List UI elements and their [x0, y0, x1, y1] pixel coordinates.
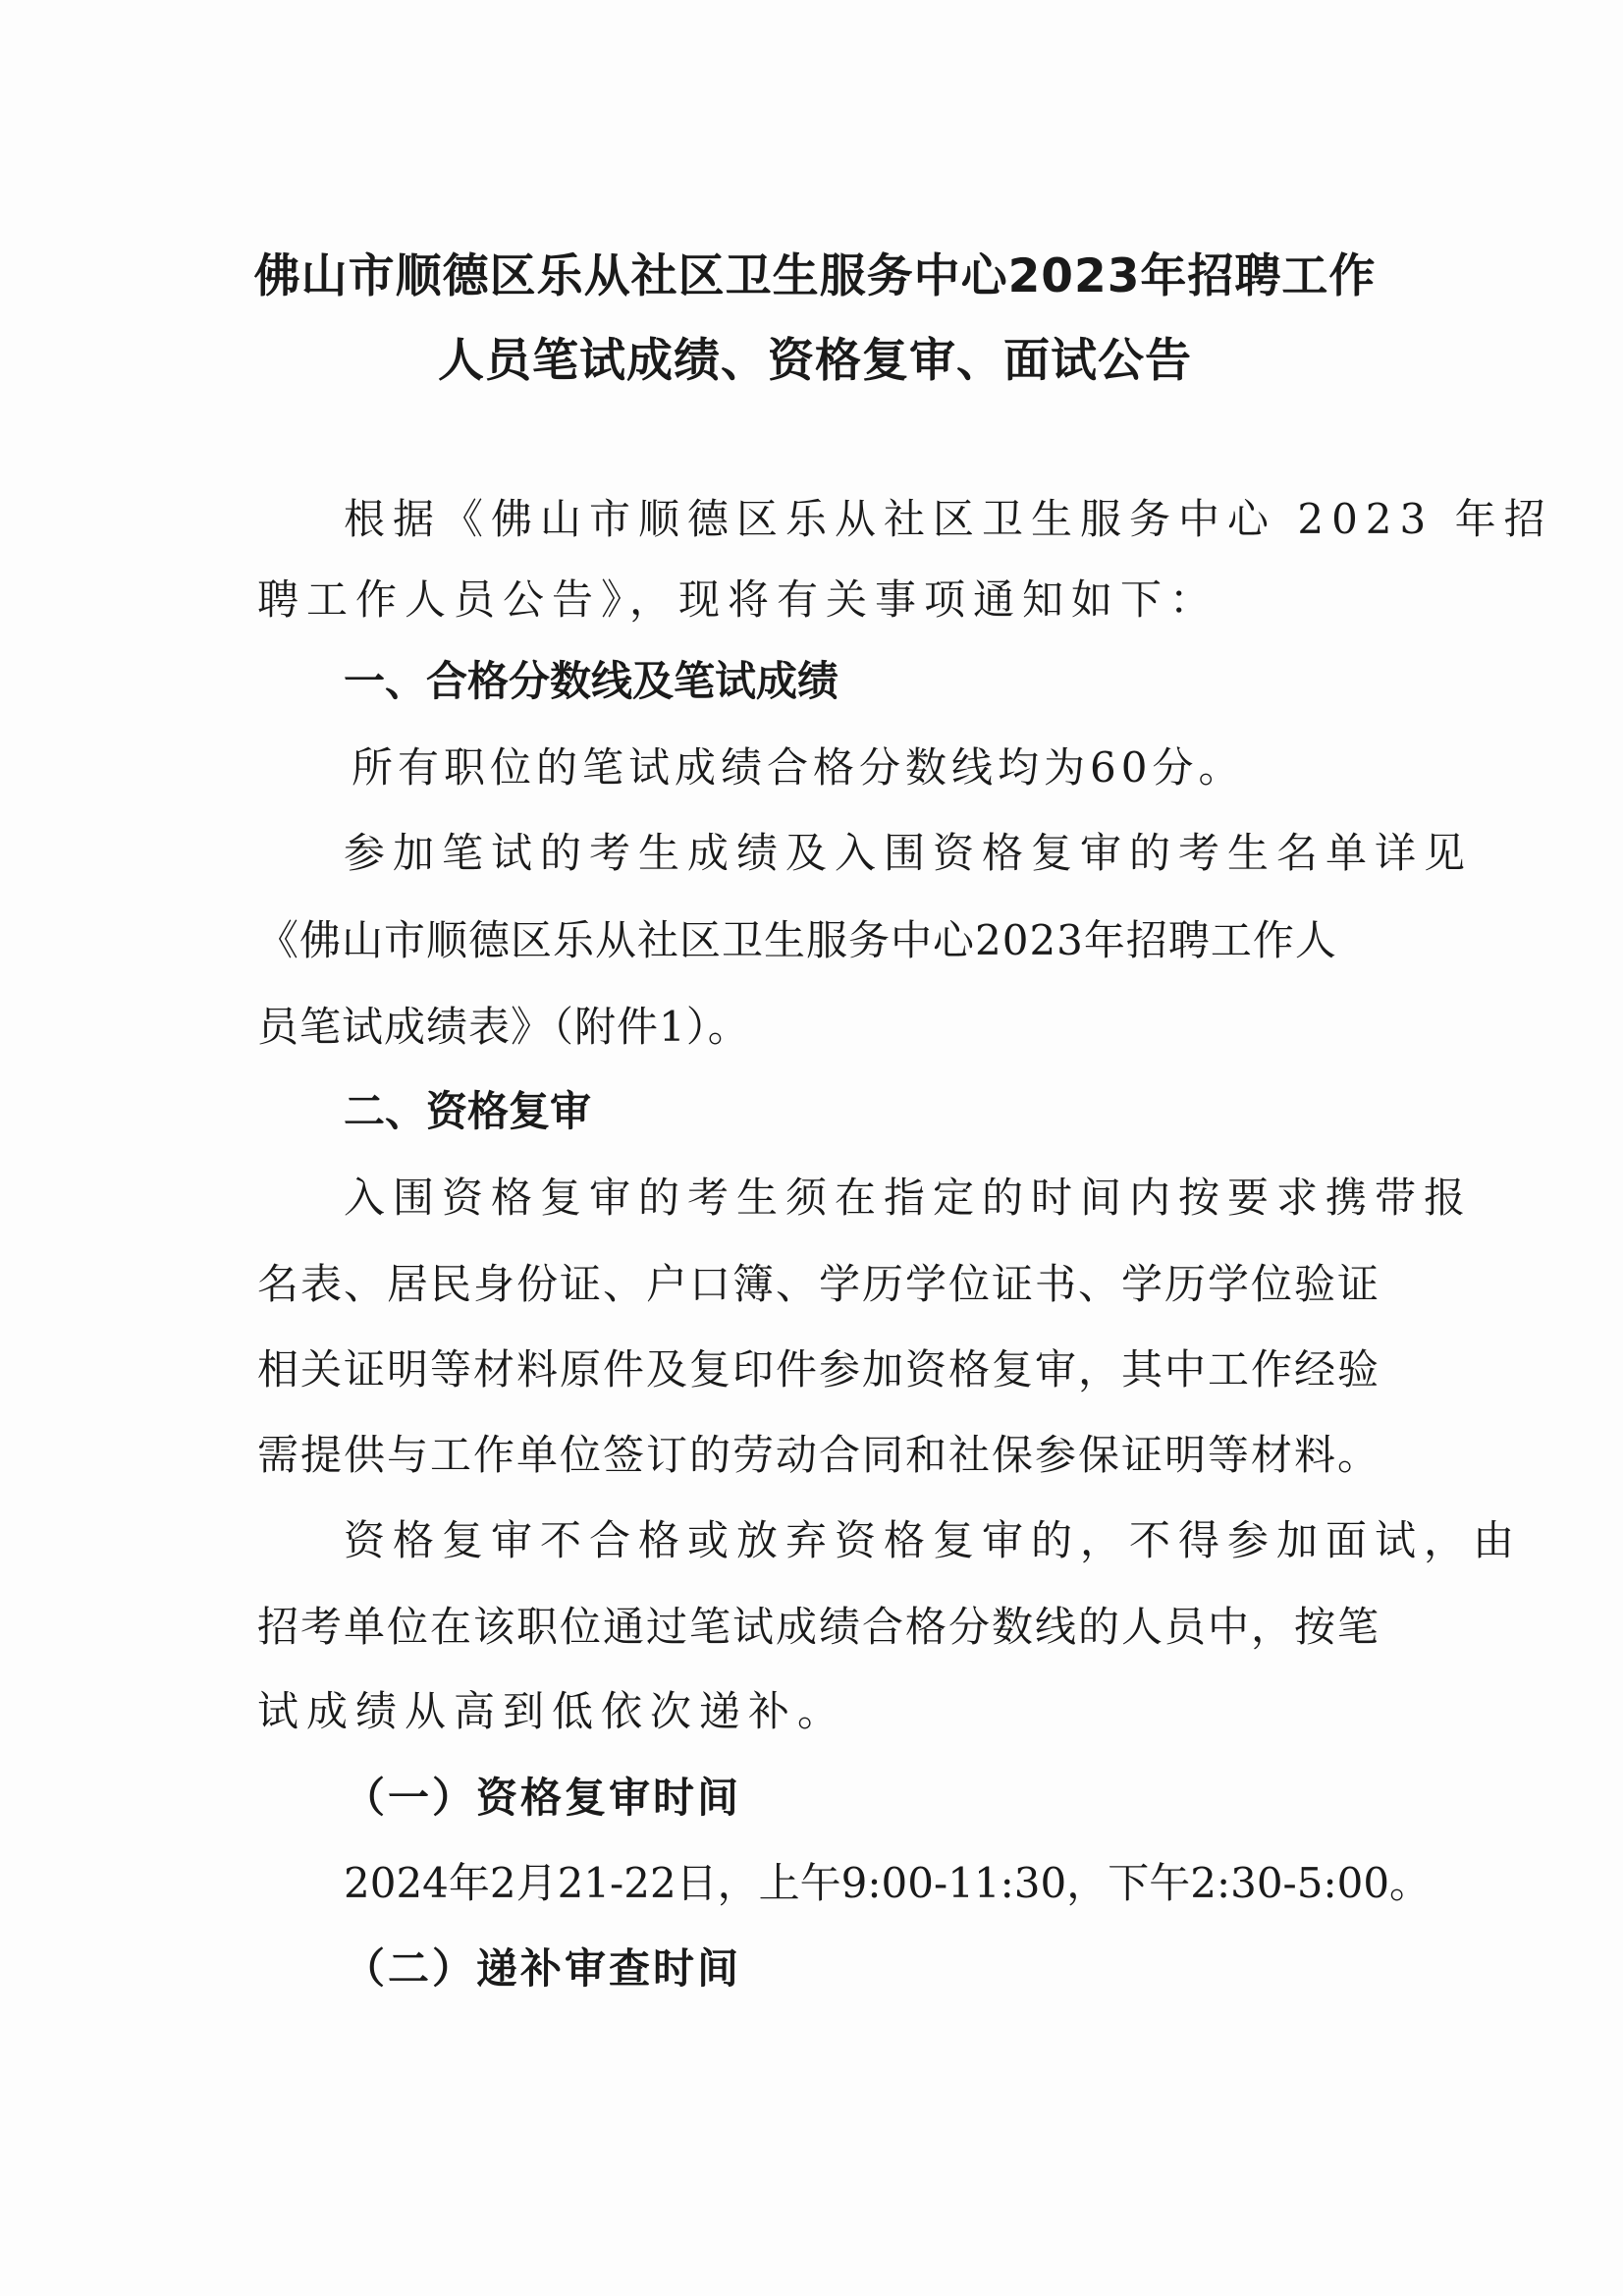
section-1-heading: 一、合格分数线及笔试成绩 — [344, 657, 839, 705]
section-2-paragraph-1-line-1: 入围资格复审的考生须在指定的时间内按要求携带报 — [344, 1174, 1474, 1222]
subsection-2-heading: （二）递补审查时间 — [344, 1944, 742, 1993]
section-2-paragraph-1-line-3: 相关证明等材料原件及复印件参加资格复审，其中工作经验 — [257, 1345, 1381, 1394]
intro-line-2: 聘工作人员公告》，现将有关事项通知如下： — [257, 575, 1219, 624]
section-1-paragraph-2-line-2: 《佛山市顺德区乐从社区卫生服务中心2023年招聘工作人 — [257, 916, 1337, 964]
section-1-paragraph-2-line-3: 员笔试成绩表》（附件1）。 — [257, 1003, 750, 1051]
section-1-paragraph-2-line-1: 参加笔试的考生成绩及入围资格复审的考生名单详见 — [344, 829, 1474, 877]
section-2-paragraph-1-line-4: 需提供与工作单位签订的劳动合同和社保参保证明等材料。 — [257, 1431, 1381, 1479]
section-2-heading: 二、资格复审 — [344, 1087, 592, 1135]
section-1-paragraph-1: 所有职位的笔试成绩合格分数线均为60分。 — [352, 743, 1245, 792]
section-2-paragraph-2-line-1: 资格复审不合格或放弃资格复审的，不得参加面试，由 — [344, 1516, 1523, 1564]
intro-line-1: 根据《佛山市顺德区乐从社区卫生服务中心 2023 年招 — [344, 495, 1553, 543]
section-2-paragraph-2-line-3: 试成绩从高到低依次递补。 — [257, 1687, 847, 1735]
document-title-line-1: 佛山市顺德区乐从社区卫生服务中心2023年招聘工作 — [253, 249, 1377, 303]
subsection-1-text: 2024年2月21-22日，上午9:00-11:30，下午2:30-5:00。 — [344, 1859, 1432, 1907]
section-2-paragraph-2-line-2: 招考单位在该职位通过笔试成绩合格分数线的人员中，按笔 — [257, 1603, 1381, 1651]
document-title-line-2: 人员笔试成绩、资格复审、面试公告 — [438, 334, 1192, 388]
section-2-paragraph-1-line-2: 名表、居民身份证、户口簿、学历学位证书、学历学位验证 — [257, 1260, 1381, 1308]
subsection-1-heading: （一）资格复审时间 — [344, 1774, 742, 1822]
